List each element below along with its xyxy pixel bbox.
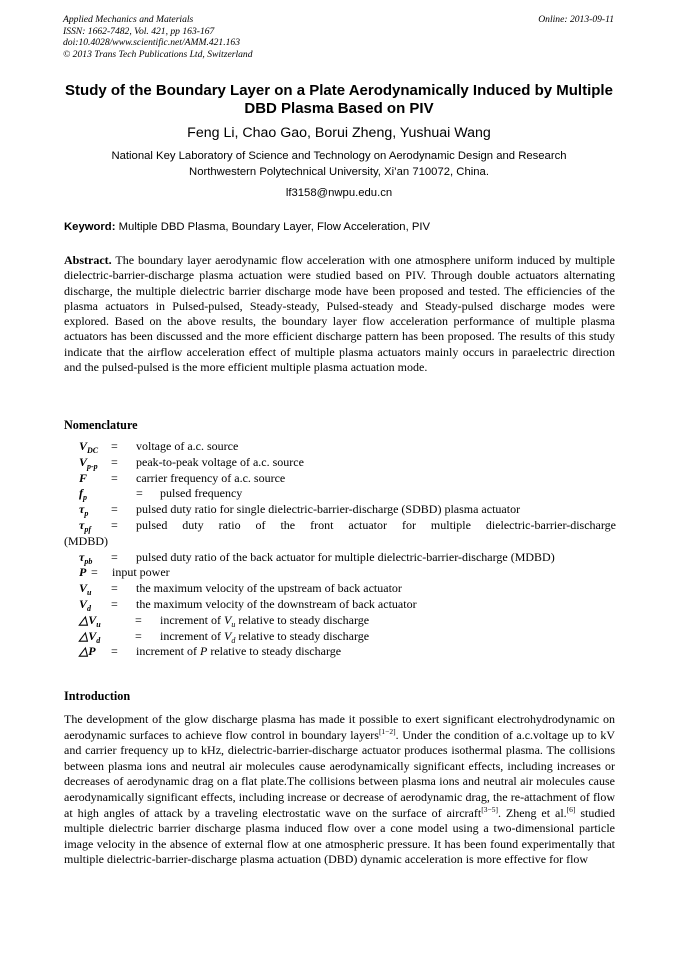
symbol: $\triangle V_d$ [79, 628, 101, 645]
keyword-line [64, 220, 616, 235]
definition: increment of P relative to steady discharge [136, 644, 342, 659]
intro-text: . Zheng et al. [497, 805, 567, 820]
nomenclature-heading: Nomenclature [64, 418, 138, 432]
abstract-label: Abstract. [64, 253, 112, 267]
symbol: △P [79, 644, 96, 659]
introduction-heading: Introduction [64, 689, 131, 703]
definition: increment of $V_u$ relative to steady discharge [160, 612, 370, 629]
citation-ref: [6] [566, 804, 576, 814]
symbol: $\tau_{pf}$ [79, 517, 91, 534]
definition-continued: (MDBD) [64, 533, 108, 548]
keyword-text: Multiple DBD Plasma, Boundary Layer, Flow Acceleration, PIV [118, 221, 431, 233]
nomenclature-item [64, 518, 616, 550]
symbol: $V_{DC}$ [79, 439, 99, 455]
equals: = [111, 517, 118, 532]
nomenclature-item [64, 613, 616, 629]
symbol: $\tau_p$ [79, 502, 89, 519]
nomenclature-item [64, 455, 616, 471]
journal-header [63, 14, 253, 60]
definition: the maximum velocity of the downstream of back actuator [136, 596, 417, 611]
equals: = [136, 486, 143, 501]
nomenclature-item [64, 502, 616, 518]
nomenclature-item [64, 486, 616, 502]
equals: = [111, 470, 118, 485]
doi-line: doi:10.4028/www.scientific.net/AMM.421.163 [63, 37, 241, 49]
nomenclature-item [64, 550, 616, 566]
definition: pulsed duty ratio of the front actuator for multiple dielectric-barrier-discharge [136, 517, 616, 532]
citation-ref: [1−2] [378, 726, 396, 736]
definition: peak-to-peak voltage of a.c. source [136, 454, 304, 469]
equals: = [135, 612, 142, 627]
intro-text: The development of the glow discharge plasma has made it possible to exert significant electrohydrodynamic on aerodynamic surfaces to achieve flow control in boundary layers [64, 712, 615, 742]
symbol: $V_d$ [79, 596, 92, 613]
copyright-line: © 2013 Trans Tech Publications Ltd, Switzerland [63, 48, 253, 60]
affiliation-line: National Key Laboratory of Science and Technology on Aerodynamic Design and Research [111, 150, 567, 162]
nomenclature-item [64, 597, 616, 613]
introduction-body [64, 712, 615, 868]
symbol: $V_u$ [79, 581, 92, 598]
journal-name: Applied Mechanics and Materials [63, 14, 194, 25]
equals: = [111, 439, 118, 453]
equals: = [91, 565, 98, 580]
definition: pulsed duty ratio of the back actuator for multiple dielectric-barrier-discharge (MDBD) [136, 549, 555, 564]
nomenclature-item [64, 565, 616, 581]
definition: the maximum velocity of the upstream of back actuator [136, 581, 402, 596]
equals: = [111, 454, 118, 469]
nomenclature-item [64, 471, 616, 487]
citation-ref: [3−5] [481, 804, 498, 814]
definition: carrier frequency of a.c. source [136, 470, 286, 485]
intro-text: . Under the condition of a.c.voltage up to kV and carrier frequency up to kHz, dielectric-barrier-discharge actuator produces isothermal plasma. The collisions between plasma ions and neutral air molecules cause aerodynamically significant effects, including increases or decreases of aerodynamic drag on a flat plate.The collisions between plasma ions and neutral air molecules cause aerodynamically significant effects, including increase or decrease of aerodynamic drag, the re-attachment of flow at high angles of attack by a traveling electrostatic wave on the surface of aircraft [64, 727, 615, 820]
author-email: lf3158@nwpu.edu.cn [285, 187, 393, 199]
symbol: $f_p$ [79, 486, 87, 503]
paper-title: Study of the Boundary Layer on a Plate Aerodynamically Induced by Multiple DBD Plasma Based on PIV [65, 82, 613, 117]
keyword-label: Keyword: [64, 221, 116, 233]
definition: voltage of a.c. source [136, 439, 239, 453]
equals: = [111, 581, 118, 596]
equals: = [111, 596, 118, 611]
symbol: F [79, 470, 88, 485]
definition: pulsed duty ratio for single dielectric-barrier-discharge (SDBD) plasma actuator [136, 502, 521, 517]
intro-text: studied multiple dielectric barrier discharge plasma induced flow over a cone model using a two-dimensional particle image velocity in the absence of external flow at one atmospheric pressure. It has been found experimentally that multiple dielectric-barrier-discharge plasma actuation (DBD) dynamic acceleration is more effective for flow [64, 805, 615, 867]
affiliation [63, 149, 615, 180]
definition: pulsed frequency [160, 486, 243, 501]
equals: = [111, 549, 118, 564]
symbol: $\tau_{pb}$ [79, 549, 93, 566]
nomenclature-item [64, 644, 616, 660]
nomenclature-item [64, 439, 616, 455]
abstract-text: The boundary layer aerodynamic flow acceleration with one atmosphere uniform induced by multiple dielectric-barrier-discharge plasma actuation were studied based on PIV. Through double actuators alternating discharge, the multiple dielectric barrier discharge mode have been proposed and tested. The efficiencies of the plasma actuators in Pulsed-pulsed, Steady-steady, Pulsed-steady and Steady-pulsed discharge modes were explored. Based on the above results, the boundary layer flow acceleration performance of multiple plasma actuators has been discussed and the more efficient discharge pattern has been proposed. The results of this study indicate that the airflow acceleration effect of multiple plasma actuators mainly occurs in paraelectric direction and the pulsed-pulsed is the more efficient multiple plasma actuation mode. [64, 253, 615, 375]
equals: = [135, 628, 142, 643]
symbol: P [79, 565, 87, 580]
equals: = [111, 502, 118, 517]
affiliation-line: Northwestern Polytechnical University, Xi’an 710072, China. [189, 165, 489, 178]
definition: increment of $V_d$ relative to steady discharge [160, 628, 370, 645]
equals: = [111, 644, 118, 659]
definition: input power [112, 565, 170, 580]
symbol: $V_{p-p}$ [79, 454, 98, 471]
nomenclature-item [64, 629, 616, 645]
online-date: Online: 2013-09-11 [538, 14, 614, 25]
author-list: Feng Li, Chao Gao, Borui Zheng, Yushuai Wang [187, 125, 491, 141]
nomenclature-list [64, 439, 616, 660]
nomenclature-item [64, 581, 616, 597]
symbol: $\triangle V_u$ [79, 612, 101, 629]
issn-line: ISSN: 1662-7482, Vol. 421, pp 163-167 [63, 25, 215, 37]
abstract [64, 253, 615, 375]
